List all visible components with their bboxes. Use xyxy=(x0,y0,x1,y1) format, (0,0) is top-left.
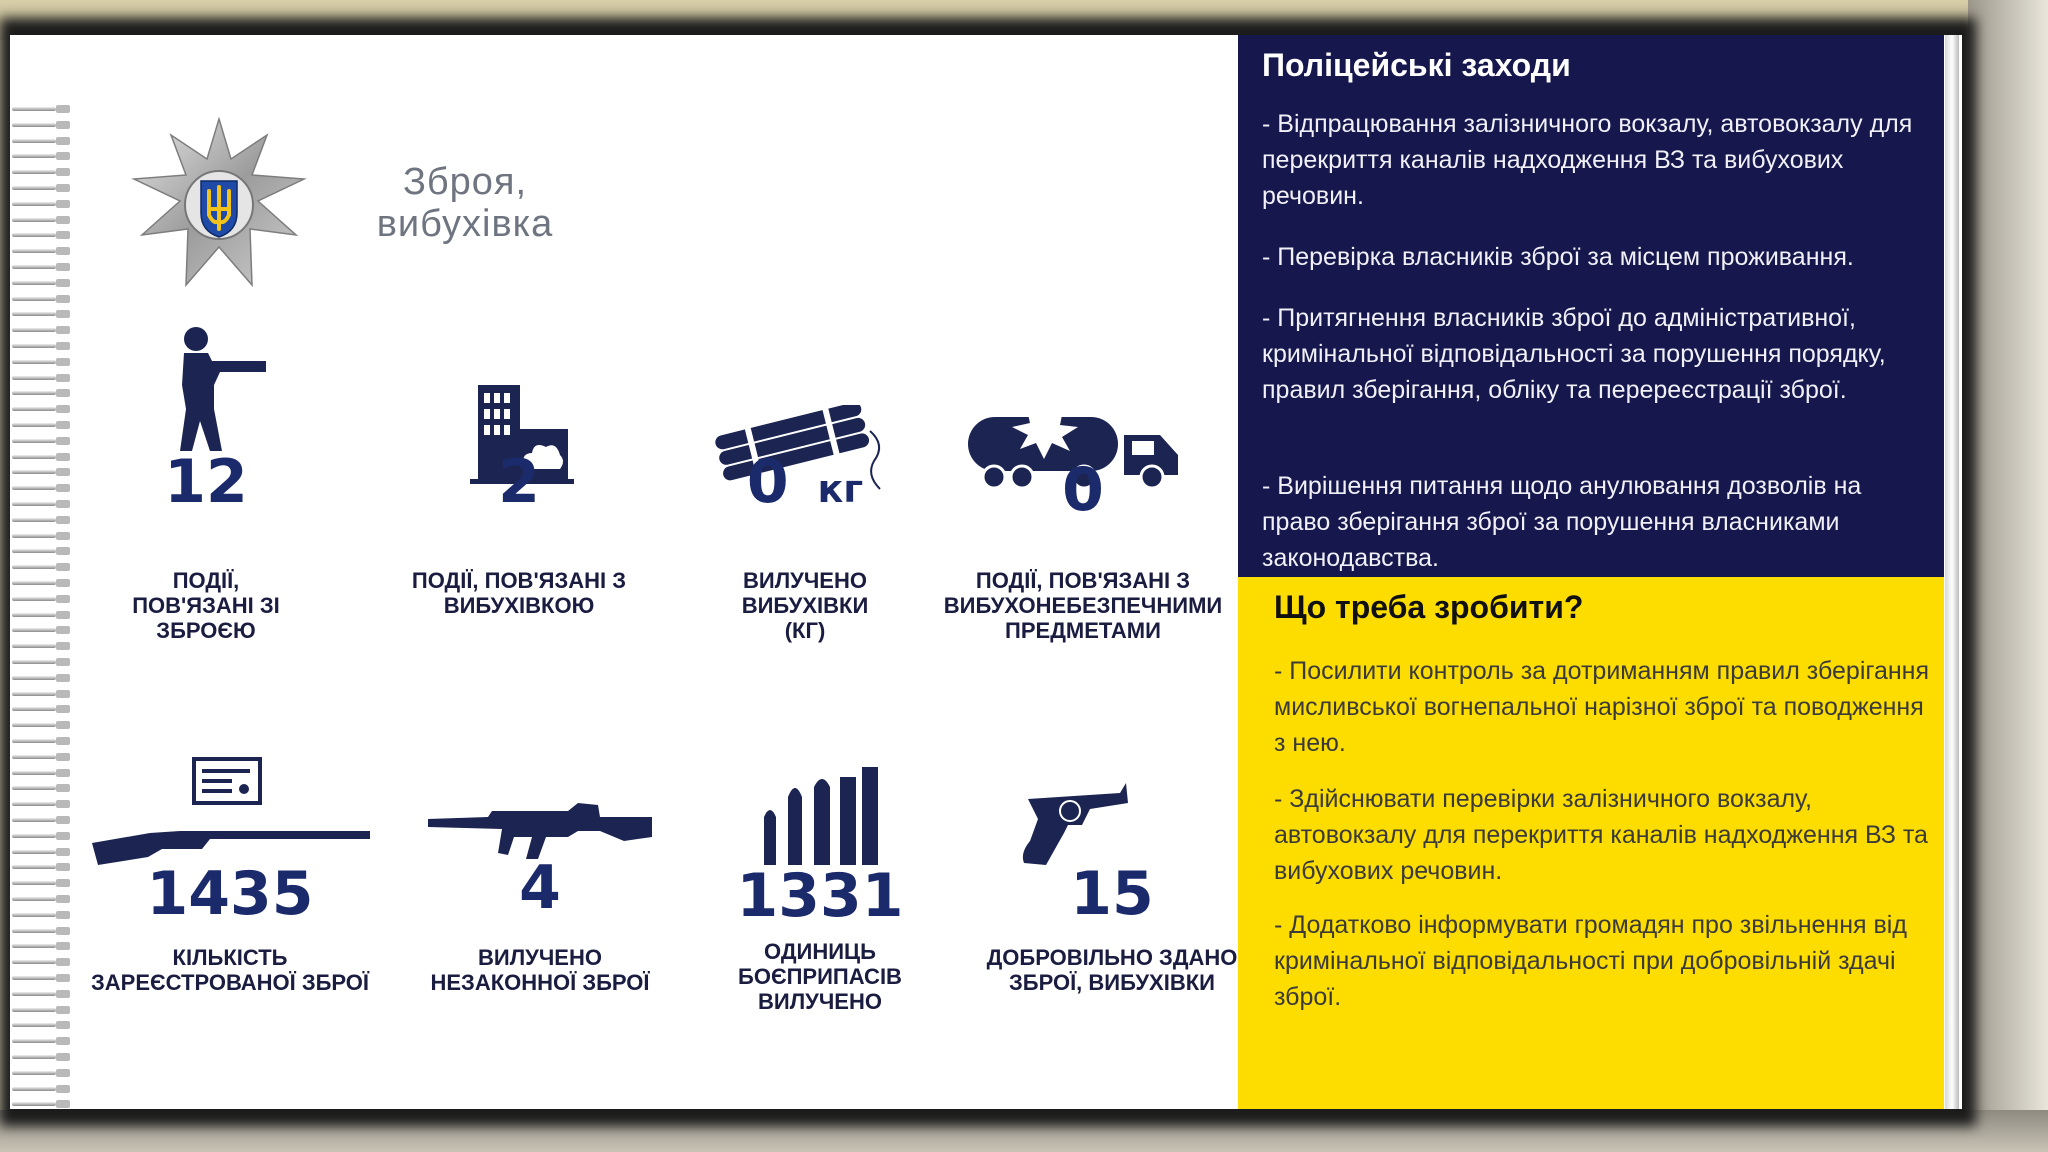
spiral-loop xyxy=(12,484,70,492)
spiral-loop xyxy=(12,579,70,587)
spiral-loop xyxy=(12,1069,70,1077)
stat-seized-ammo xyxy=(710,753,930,1023)
spiral-binding xyxy=(10,105,74,1109)
stat-value: 4 xyxy=(519,853,561,923)
spiral-loop xyxy=(12,848,70,856)
stat-label: ВИЛУЧЕНО НЕЗАКОННОЇ ЗБРОЇ xyxy=(430,945,650,995)
stat-dangerous-items-events xyxy=(928,325,1238,645)
background-right xyxy=(1968,0,2048,1152)
shooter-icon xyxy=(166,325,270,453)
spiral-loop xyxy=(12,911,70,919)
spiral-loop xyxy=(12,1100,70,1108)
stat-value: 0 xyxy=(1062,455,1104,525)
spiral-loop xyxy=(12,1021,70,1029)
spiral-loop xyxy=(12,547,70,555)
todo-item: - Додатково інформувати громадян про звільнення від кримінальної відповідальності при добровільній здачі зброї. xyxy=(1274,911,1907,1011)
spiral-loop xyxy=(12,721,70,729)
spiral-loop xyxy=(12,958,70,966)
spiral-loop xyxy=(12,816,70,824)
spiral-loop xyxy=(12,1037,70,1045)
police-measure-item: - Відпрацювання залізничного вокзалу, автовокзалу для перекриття каналів надходження ВЗ та вибухових речовин. xyxy=(1262,110,1913,210)
spiral-loop xyxy=(12,516,70,524)
spiral-loop xyxy=(12,1006,70,1014)
spiral-loop xyxy=(12,231,70,239)
spiral-loop xyxy=(12,405,70,413)
spiral-loop xyxy=(12,895,70,903)
spiral-loop xyxy=(12,626,70,634)
spiral-loop xyxy=(12,389,70,397)
stat-value: 15 xyxy=(1070,859,1154,929)
spiral-loop xyxy=(12,563,70,571)
spiral-loop xyxy=(12,358,70,366)
spiral-loop xyxy=(12,216,70,224)
page-title: Зброя, вибухівка xyxy=(376,161,554,245)
spiral-loop xyxy=(12,800,70,808)
spiral-loop xyxy=(12,927,70,935)
spiral-loop xyxy=(12,532,70,540)
spiral-loop xyxy=(12,705,70,713)
stat-label: ПОДІЇ, ПОВ'ЯЗАНІ З ВИБУХОНЕБЕЗПЕЧНИМИ ПРЕДМЕТАМИ xyxy=(943,568,1223,643)
spiral-loop xyxy=(12,690,70,698)
stat-label: КІЛЬКІСТЬ ЗАРЕЄСТРОВАНОЇ ЗБРОЇ xyxy=(91,945,369,995)
stat-label: ВИЛУЧЕНО ВИБУХІВКИ (КГ) xyxy=(741,568,869,643)
stat-label: ПОДІЇ, ПОВ'ЯЗАНІ ЗІ ЗБРОЄЮ xyxy=(132,568,280,643)
stat-registered-weapons xyxy=(80,753,380,1003)
spiral-loop xyxy=(12,942,70,950)
spiral-loop xyxy=(12,453,70,461)
spiral-loop xyxy=(12,421,70,429)
spiral-loop xyxy=(12,279,70,287)
spiral-loop xyxy=(12,121,70,129)
police-measures-title: Поліцейські заходи xyxy=(1262,47,1571,83)
stat-value: 2 xyxy=(498,447,540,517)
spiral-loop xyxy=(12,974,70,982)
spiral-loop xyxy=(12,184,70,192)
revolver-icon xyxy=(1020,783,1130,865)
stat-label: ДОБРОВІЛЬНО ЗДАНО ЗБРОЇ, ВИБУХІВКИ xyxy=(986,945,1238,995)
spiral-loop xyxy=(12,642,70,650)
spiral-loop xyxy=(12,168,70,176)
stat-label: ОДИНИЦЬ БОЄПРИПАСІВ ВИЛУЧЕНО xyxy=(738,939,902,1014)
spiral-loop xyxy=(12,595,70,603)
police-emblem-icon xyxy=(128,117,310,293)
police-measure-item: - Перевірка власників зброї за місцем проживання. xyxy=(1262,243,1854,271)
spiral-loop xyxy=(12,137,70,145)
police-measures-panel xyxy=(1238,35,1944,577)
spiral-loop xyxy=(12,295,70,303)
spiral-loop xyxy=(12,674,70,682)
spiral-loop xyxy=(12,784,70,792)
stat-voluntarily-surrendered xyxy=(972,753,1252,1003)
stat-value: 1331 xyxy=(736,861,904,931)
todo-title: Що треба зробити? xyxy=(1274,589,1584,625)
spiral-loop xyxy=(12,769,70,777)
spiral-loop xyxy=(12,437,70,445)
spiral-loop xyxy=(12,863,70,871)
spiral-loop xyxy=(12,105,70,113)
stat-weapon-events xyxy=(106,325,306,643)
ammo-icon xyxy=(760,767,880,867)
police-measure-item: - Вирішення питання щодо анулювання дозволів на право зберігання зброї за порушення власниками законодавства. xyxy=(1262,472,1862,572)
spiral-loop xyxy=(12,832,70,840)
spiral-loop xyxy=(12,1053,70,1061)
spiral-loop xyxy=(12,737,70,745)
spiral-loop xyxy=(12,326,70,334)
spiral-loop xyxy=(12,990,70,998)
todo-item: - Посилити контроль за дотриманням правил зберігання мисливської вогнепальної нарізної зброї та поводження з нею. xyxy=(1274,657,1929,757)
todo-panel xyxy=(1238,577,1944,1109)
stat-value: 1435 xyxy=(146,859,314,929)
stat-value xyxy=(700,447,910,517)
page-edge xyxy=(1945,35,1959,1109)
license-document-icon xyxy=(192,757,262,805)
spiral-loop xyxy=(12,200,70,208)
spiral-loop xyxy=(12,342,70,350)
spiral-loop xyxy=(12,1085,70,1093)
spiral-loop xyxy=(12,247,70,255)
spiral-loop xyxy=(12,263,70,271)
stat-value-unit: кг xyxy=(817,467,864,511)
stat-value-number: 0 xyxy=(746,447,789,517)
spiral-loop xyxy=(12,753,70,761)
spiral-loop xyxy=(12,658,70,666)
stat-seized-explosives xyxy=(700,325,910,643)
spiral-loop xyxy=(12,500,70,508)
spiral-loop xyxy=(12,374,70,382)
spiral-loop xyxy=(12,611,70,619)
todo-item: - Здійснювати перевірки залізничного вокзалу, автовокзалу для перекриття каналів надходження ВЗ та вибухових речовин. xyxy=(1274,785,1928,885)
police-measure-item: - Притягнення власників зброї до адміністративної, кримінальної відповідальності за порушення порядку, правил зберігання, обліку та перереєстрації зброї. xyxy=(1262,304,1886,404)
spiral-loop xyxy=(12,310,70,318)
spiral-loop xyxy=(12,152,70,160)
stat-label: ПОДІЇ, ПОВ'ЯЗАНІ З ВИБУХІВКОЮ xyxy=(411,568,627,618)
stat-illegal-weapons xyxy=(418,753,662,1003)
stat-value: 12 xyxy=(164,447,248,517)
spiral-loop xyxy=(12,879,70,887)
spiral-loop xyxy=(12,468,70,476)
stat-explosive-events xyxy=(408,325,630,625)
